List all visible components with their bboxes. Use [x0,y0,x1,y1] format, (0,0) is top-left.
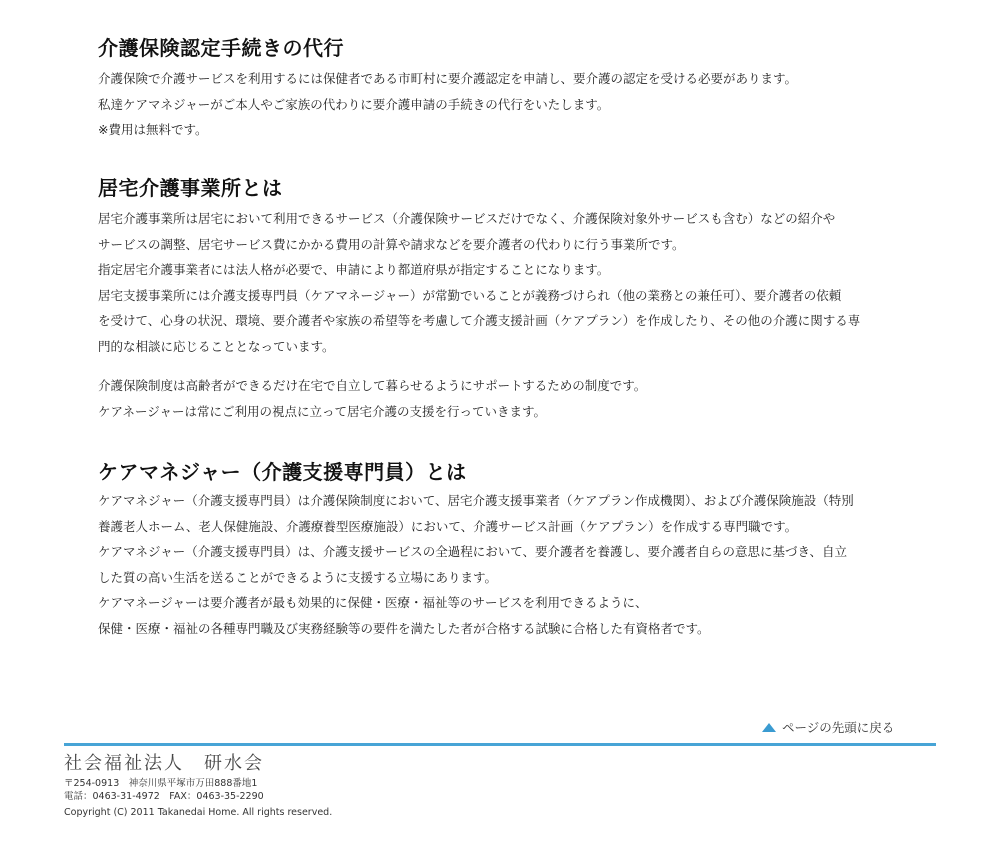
section-body [98,206,860,359]
footer [64,751,332,819]
back-to-top-link[interactable] [762,718,894,736]
section-care-certification [98,34,797,143]
section-body [98,66,797,143]
paragraph-line: 私達ケアマネジャーがご本人やご家族の代わりに要介護申請の手続きの代行をいたします。 [98,96,610,112]
section-title: 介護保険認定手続きの代行 [98,36,344,60]
section-care-manager [98,458,854,641]
footer-copyright: Copyright (C) 2011 Takanedai Home. All rights reserved. [64,807,333,818]
paragraph-line: 門的な相談に応じることとなっています。 [98,338,335,354]
footer-contact: 電話：0463-31-4972 FAX：0463-35-2290 [64,791,264,802]
paragraph-line: 居宅支援事業所には介護支援専門員（ケアマネージャー）が常勤でいることが義務づけられ（他の業務との兼任可）、要介護者の依頼 [98,287,842,303]
paragraph-line: ケアネージャーは常にご利用の視点に立って居宅介護の支援を行っていきます。 [98,403,547,419]
paragraph-line: ケアマネジャー（介護支援専門員）は介護保険制度において、居宅介護支援事業者（ケアプラン作成機関）、および介護保険施設（特別 [98,493,854,508]
section-body-secondary [98,373,860,424]
section-home-care-office [98,174,860,424]
triangle-up-icon [762,723,776,732]
paragraph-line: 介護保険制度は高齢者ができるだけ在宅で自立して暮らせるようにサポートするための制度です。 [98,378,647,393]
section-title: ケアマネジャー（介護支援専門員）とは [98,460,467,484]
paragraph-line: した質の高い生活を送ることができるように支援する立場にあります。 [98,569,498,585]
paragraph-line: サービスの調整、居宅サービス費にかかる費用の計算や請求などを要介護者の代わりに行う事業所です。 [98,236,685,252]
paragraph-line: を受けて、心身の状況、環境、要介護者や家族の希望等を考慮して介護支援計画（ケアプラン）を作成したり、その他の介護に関する専 [98,313,861,328]
paragraph-line: 居宅介護事業所は居宅において利用できるサービス（介護保険サービスだけでなく、介護保険対象外サービスも含む）などの紹介や [98,211,836,226]
section-body [98,488,854,641]
paragraph-line: ※費用は無料です。 [98,122,208,137]
footer-address: 〒254-0913 神奈川県平塚市万田888番地1 [64,778,258,789]
organization-name: 社会福祉法人 研水会 [64,753,264,774]
paragraph-line: 介護保険で介護サービスを利用するには保健者である市町村に要介護認定を申請し、要介護の認定を受ける必要があります。 [98,71,798,86]
paragraph-line: ケアマネージャーは要介護者が最も効果的に保健・医療・福祉等のサービスを利用できるように、 [98,595,648,610]
paragraph-line: 保健・医療・福祉の各種専門職及び実務経験等の要件を満たした者が合格する試験に合格した有資格者です。 [98,620,710,636]
paragraph-line: 指定居宅介護事業者には法人格が必要で、申請により都道府県が指定することになります。 [98,262,610,277]
section-title: 居宅介護事業所とは [98,176,283,200]
footer-divider [64,743,936,746]
back-to-top-label: ページの先頭に戻る [782,720,895,735]
paragraph-line: 養護老人ホーム、老人保健施設、介護療養型医療施設）において、介護サービス計画（ケアプラン）を作成する専門職です。 [98,518,798,534]
paragraph-line: ケアマネジャー（介護支援専門員）は、介護支援サービスの全過程において、要介護者を養護し、要介護者自らの意思に基づき、自立 [98,544,848,559]
